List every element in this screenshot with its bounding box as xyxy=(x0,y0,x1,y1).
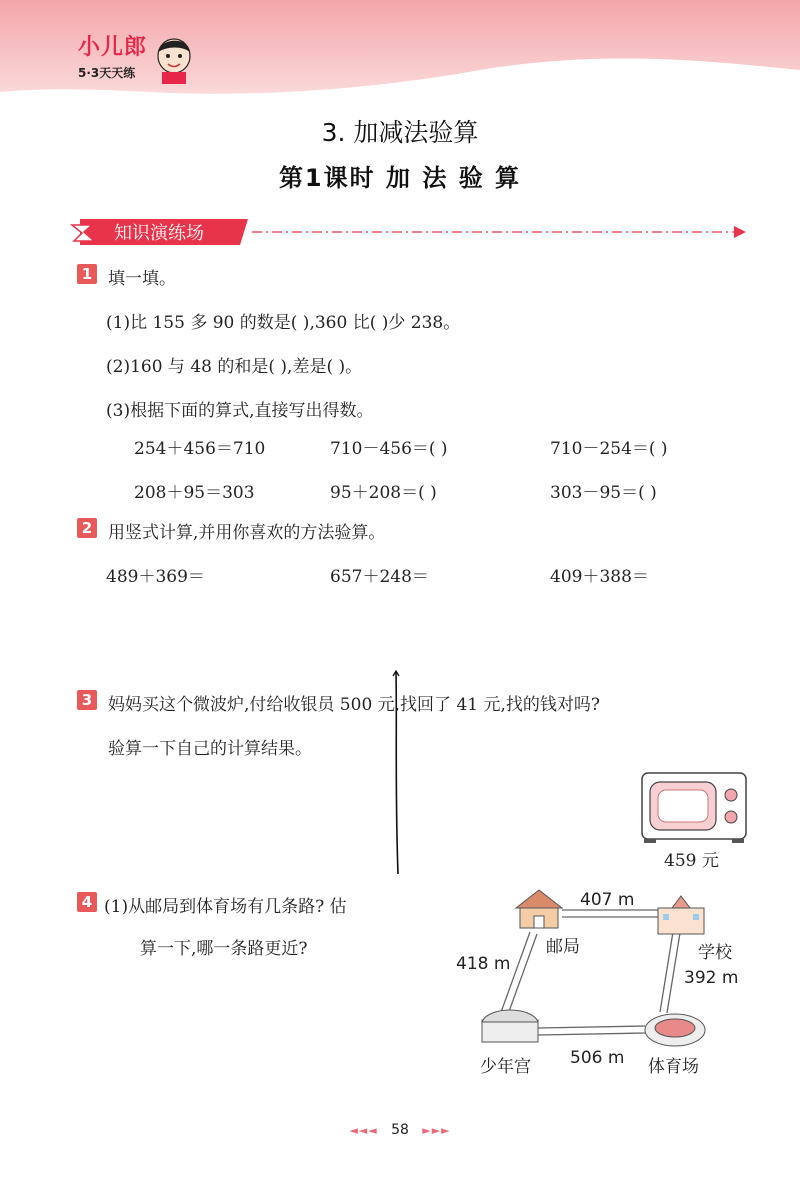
boy-mascot-icon xyxy=(152,32,196,84)
q4-line1: (1)从邮局到体育场有几条路? 估 xyxy=(104,897,347,917)
q2-stem: 用竖式计算,并用你喜欢的方法验算。 xyxy=(108,523,386,543)
distance-top: 407 m xyxy=(580,890,635,910)
section-label: 知识演练场 xyxy=(114,223,204,244)
youth-palace-icon xyxy=(482,1010,538,1042)
page-number: 58 xyxy=(391,1122,409,1138)
label-post-office: 邮局 xyxy=(546,937,580,957)
question-number-2: 2 xyxy=(77,518,97,538)
label-youth-palace: 少年宫 xyxy=(480,1057,531,1077)
footer-left-arrows: ◄◄◄ xyxy=(349,1124,378,1137)
equation-2-1: 208＋95＝303 xyxy=(134,483,255,503)
q1-part1: (1)比 155 多 90 的数是( ),360 比( )少 238。 xyxy=(106,313,461,333)
school-icon xyxy=(658,896,704,934)
stadium-icon xyxy=(645,1014,705,1046)
question-number-3: 3 xyxy=(77,690,97,710)
post-office-icon xyxy=(516,890,562,928)
q2-item-2: 657＋248＝ xyxy=(330,567,429,587)
distance-bottom: 506 m xyxy=(570,1048,625,1068)
q1-part3: (3)根据下面的算式,直接写出得数。 xyxy=(106,401,374,421)
equation-2-3: 303－95＝( ) xyxy=(550,483,657,503)
question-number-4: 4 xyxy=(77,892,97,912)
q1-stem: 填一填。 xyxy=(108,269,176,289)
label-school: 学校 xyxy=(698,943,732,963)
logo-text: 小儿郎 xyxy=(78,35,148,60)
lesson-subtitle: 第1课时 加 法 验 算 xyxy=(278,164,522,192)
equation-1-3: 710－254＝( ) xyxy=(550,439,668,459)
q3-line2: 验算一下自己的计算结果。 xyxy=(108,739,312,759)
microwave-price: 459 元 xyxy=(664,851,719,871)
question-number-1: 1 xyxy=(77,264,97,284)
equation-1-1: 254＋456＝710 xyxy=(134,439,266,459)
q3-line1: 妈妈买这个微波炉,付给收银员 500 元,找回了 41 元,找的钱对吗? xyxy=(108,695,601,715)
q1-part2: (2)160 与 48 的和是( ),差是( )。 xyxy=(106,357,363,377)
footer-right-arrows: ►►► xyxy=(422,1124,451,1137)
q4-line2: 算一下,哪一条路更近? xyxy=(140,939,308,959)
distance-left: 418 m xyxy=(456,954,511,974)
q2-item-3: 409＋388＝ xyxy=(550,567,649,587)
equation-1-2: 710－456＝( ) xyxy=(330,439,448,459)
logo-subtext: 5·3天天练 xyxy=(78,66,136,80)
equation-2-2: 95＋208＝( ) xyxy=(330,483,437,503)
distance-right: 392 m xyxy=(684,968,739,988)
microwave-icon xyxy=(640,770,748,844)
label-stadium: 体育场 xyxy=(648,1057,699,1077)
q2-item-1: 489＋369＝ xyxy=(106,567,205,587)
lesson-title: 3. 加减法验算 xyxy=(321,118,479,147)
page-footer xyxy=(0,1122,800,1138)
